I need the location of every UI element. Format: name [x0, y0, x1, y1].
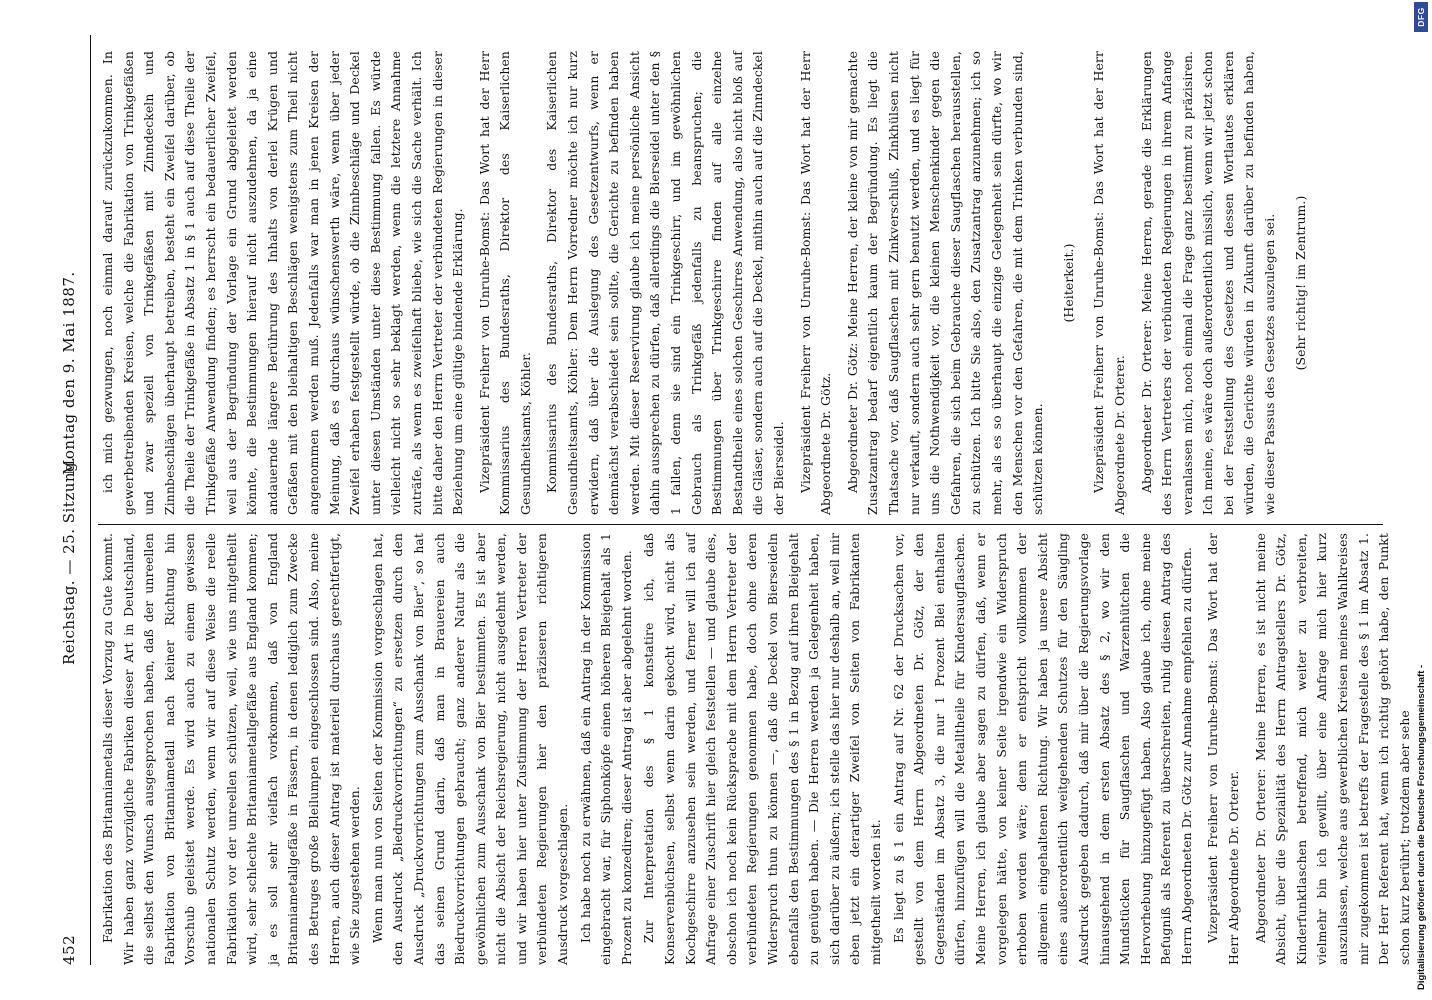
paragraph: Zur Interpretation des § 1 konstatire ich, daß Konservenbüchsen, selbst wenn darin gekocht wird, nicht als Kochgeschirre anzusehen sein werden, und ferner will ich auf Anfrage einer Zuschrift hier gleich feststellen — und glaube dies, obschon ich noch kein Rücksprache mit dem Herrn Vertreter der verbündeten Regierungen genommen habe, doch ohne deren Widerspruch thun zu können —, daß die Deckel von Bierseideln ebenfalls den Bestimmungen des § 1 in Bezug auf ihren Bleigehalt zu genügen haben. — Die Herren werden ja Gelegenheit haben, sich darüber zu äußern; ich stelle das hier nur deshalb an, weil mir eben jetzt ein derartiger Zweifel von Seiten von Fabrikanten mitgetheilt worden ist. — [641, 533, 883, 965]
header-rule — [90, 35, 91, 965]
session-date: Montag den 9. Mai 1887. — [60, 271, 78, 475]
right-column — [98, 51, 1321, 515]
dfg-logo: DFG — [1414, 2, 1428, 32]
audience-reaction: (Sehr richtig! im Zentrum.) — [1292, 195, 1308, 371]
column-divider — [98, 524, 1383, 525]
paragraph: Ich habe noch zu erwähnen, daß ein Antrag in der Kommission eingebracht war, für Siphonköpfe einen höheren Bleigehalt als 1 Prozent zu konzediren; dieser Antrag ist aber abgelehnt worden. — [577, 533, 634, 965]
speech-paragraph: Abgeordneter Dr. Orterer: Meine Herren, gerade die Erklärungen des Herrn Vertreters der verbündeten Regierungen in ihrem Anfange veranlassen mich, noch einmal die Frage ganz bestimmt zu präzisiren. Ich meine, es wäre doch außerordentlich misslich, wenn wir jetzt schon bei der Feststellung des Gesetzes und dessen Wortlautes erklären würden, die Gerichte würden in Zukunft darüber zu befinden haben, wie dieser Passus des Gesetzes auszulegen sei. — [1138, 51, 1278, 515]
paragraph: Wenn man nun von Seiten der Kommission vorgeschlagen hat, den Ausdruck „Biedruckvorrichtungen“ zu ersetzen durch den Ausdruck „Druckvorrichtungen zum Ausschank von Bier“, so hat das seinen Grund darin, daß man in Brauereien auch Biedruckvorrichtungen gebraucht; ganz anderer Natur als die gewöhnlichen zum Ausschank von Bier bestimmten. Es ist aber nicht die Absicht der Reichsregierung, nicht ausgedehnt werden, und wir haben hier unter Zustimmung der Herren Vertreter der verbündeten Regierungen hier den präziseren richtigeren Ausdruck vorgeschlagen. — [369, 533, 571, 965]
digitization-footer — [1412, 0, 1432, 990]
speech-paragraph: Abgeordneter Dr. Götz: Meine Herren, der kleine von mir gemachte Zusatzantrag bedarf eigentlich kaum der Begründung. Es liegt die Thatsache vor, daß Saugflaschen mit Zinkverschluß, Zinkhülsen nicht nur verkauft, sondern auch sehr gern benutzt werden, und es liegt für uns die Nothwendigkeit vor, die kleinen Menschenkinder gegen die Gefahren, die sich beim Gebrauche dieser Saugflaschen herausstellen, zu schützen. Ich bitte Sie also, den Zusatzantrag anzunehmen; ich so mehr, als es so überhaupt die einzige Gelegenheit sein dürfte, wo wir den Menschen vor den Gefahren, die mit dem Trinken verbunden sind, schützen können. — [844, 51, 1046, 515]
left-column — [98, 533, 1417, 965]
speaker-announcement: Vizepräsident Freiherr von Unruhe-Bomst: Das Wort hat der Herr Abgeordnete Dr. Orterer. — [1091, 51, 1127, 515]
paragraph: Fabrikation des Britanniametalls dieser Vorzug zu Gute kommt. Wir haben ganz vorzügliche Fabriken dieser Art in Deutschland, die selbst den Wunsch ausgesprochen haben, daß der unreellen Fabrikation von Britanniametall nach keiner Richtung hin Vorschub geleistet werde. Es wird auch zu einem gewissen nationalen Schutz werden, wenn wir auf diese Weise die reelle Fabrikation vor der unreellen schützen, weil, wie uns mitgetheilt wird, sehr schlechte Britanniametallgefäße aus England kommen; ja es soll sehr vielfach vorkommen, daß von England Britanniametallgefäße in Fässern, in denen lediglich zum Zwecke des Betruges große Bleilumpen eingeschlossen sind. Also, meine Herren, auch dieser Antrag ist materiell durchaus gerechtfertigt, wie Sie zugestehen werden. — [100, 533, 363, 965]
funding-note: Digitalisierung gefördert durch die Deutsche Forschungsgemeinschaft - — [1416, 664, 1427, 990]
rotated-page — [52, 35, 1412, 965]
speech-paragraph: Abgeordneter Dr. Orterer: Meine Herren, es ist nicht meine Absicht, über die Spezialität des Herrn Antragstellers Dr. Götz, Kinderfunktlaschen betreffend, mich weiter zu verbreiten, vielmehr bin ich gewillt, über eine Anfrage mich hier kurz auszulassen, welche aus gewerblichen Kreisen meines Wahlkreises mir zugekommen ist betreffs der Fragestelle des § 1 im Absatz 1. Der Herr Referent hat, wenn ich richtig gehört habe, den Punkt schon kurz berührt; trotzdem aber sehe — [1252, 533, 1412, 965]
speaker-announcement: Vizepräsident Freiherr von Unruhe-Bomst: Das Wort hat der Herr Abgeordnete Dr. Götz. — [797, 51, 834, 515]
paragraph: ich mich gezwungen, noch einmal darauf zurückzukommen. In gewerbetreibenden Kreisen, welche die Fabrikation von Trinkgefäßen und zwar speziell von Trinkgefäßen mit Zinndeckeln und Zinnbeschlägen überhaupt betreiben, besteht ein Zweifel darüber, ob die Theile der Trinkgefäße in Absatz 1 in § 1 auch auf diese Theile der Trinkgefäße Anwendung finden; es herrscht ein bedauerlicher Zweifel, weil aus der Begründung der Vorlage ein Grund abgeleitet werden könnte, die Bestimmungen hierauf nicht auszudehnen, da ja eine andauernde längere Berührung des Inhalts von derlei Krügen und Gefäßen mit den bleihaltigen Beschlägen wenigstens zum Theil nicht angenommen werden muß. Jedenfalls war man in jenen Kreisen der Meinung, daß es durchaus wünschenswerth wäre, wenn über jeder Zweifel erhaben festgestellt würde, ob die Zinnbeschläge und Deckel unter diesen Umständen unter diese Bestimmung fallen. Es würde vielleicht nicht so sehr beklagt werden, wenn die letztere Annahme zuträfe, als wenn es zweifelhaft bliebe, wie sich die Sache verhält. Ich bitte daher den Herrn Vertreter der verbündeten Regierungen in dieser Beziehung um eine gültige bindende Erklärung. — [100, 51, 466, 515]
speech-paragraph: Kommissarius des Bundesraths, Direktor des Kaiserlichen Gesundheitsamts, Köhler: Dem Herrn Vorredner möchte ich nur kurz erwidern, daß über die Auslegung des Gesetzentwurfs, wenn er demnächst verabschiedet sein sollte, die Gerichte zu befinden haben werden. Mit dieser Reservirung glaube ich meine persönliche Ansicht dahin aussprechen zu dürfen, daß allerdings die Bierseidel unter den § 1 fallen, denn sie sind ein Trinkgeschirr, und im gewöhnlichen Gebrauch als Trinkgefäß jedenfalls zu beanspruchen; die Bestimmungen über Trinkgeschirre finden auf alle einzelne Bestandtheile eines solchen Geschirres Anwendung, also nicht bloß auf die Gläser, sondern auch auf die Deckel, mithin auch auf die Zinndeckel der Bierseidel. — [544, 51, 786, 515]
speaker-announcement: Vizepräsident Freiherr von Unruhe-Bomst: Das Wort hat der Herr Kommissarius des Bundesraths, Direktor des Kaiserlichen Gesundheitsamts, Köhler. — [476, 51, 533, 515]
page-header — [52, 35, 92, 965]
paragraph: Es liegt zu § 1 ein Antrag auf Nr. 62 der Drucksachen vor, gestellt von dem Herrn Abgeordneten Dr. Götz, der den Gegenständen im Absatz 3, die nur 1 Prozent Blei enthalten dürfen, hinzufügen will die Metalltheile für Kindersaugflaschen. Meine Herren, ich glaube aber sagen zu dürfen, daß, wenn er vorgelegen hätte, von keiner Seite irgendwie ein Widerspruch erhoben worden wäre; denn er entspricht vollkommen der allgemein eingehaltenen Richtung. Wir haben ja unsere Absicht eines außerordentlich weitgehenden Schutzes für den Säugling Ausdruck gegeben dadurch, daß mir über die Regierungsvorlage hinausgehend in dem ersten Absatz des § 2, wo wir den Mundstücken für Saugflaschen und Warzenhütchen die Hervorhebung hinzugefügt haben. Also glaube ich, ohne meine Befugniß als Referent zu überschreiten, ruhig diesen Antrag des Herrn Abgeordneten Dr. Götz zur Annahme empfehlen zu dürfen. — [890, 533, 1194, 965]
running-title: Reichstag. — 25. Sitzung. — [60, 456, 78, 665]
audience-reaction: (Heiterkeit.) — [1060, 243, 1076, 323]
speaker-announcement: Vizepräsident Freiherr von Unruhe-Bomst: Das Wort hat der Herr Abgeordnete Dr. Orterer. — [1205, 533, 1242, 965]
page-number: 452 — [60, 934, 78, 965]
